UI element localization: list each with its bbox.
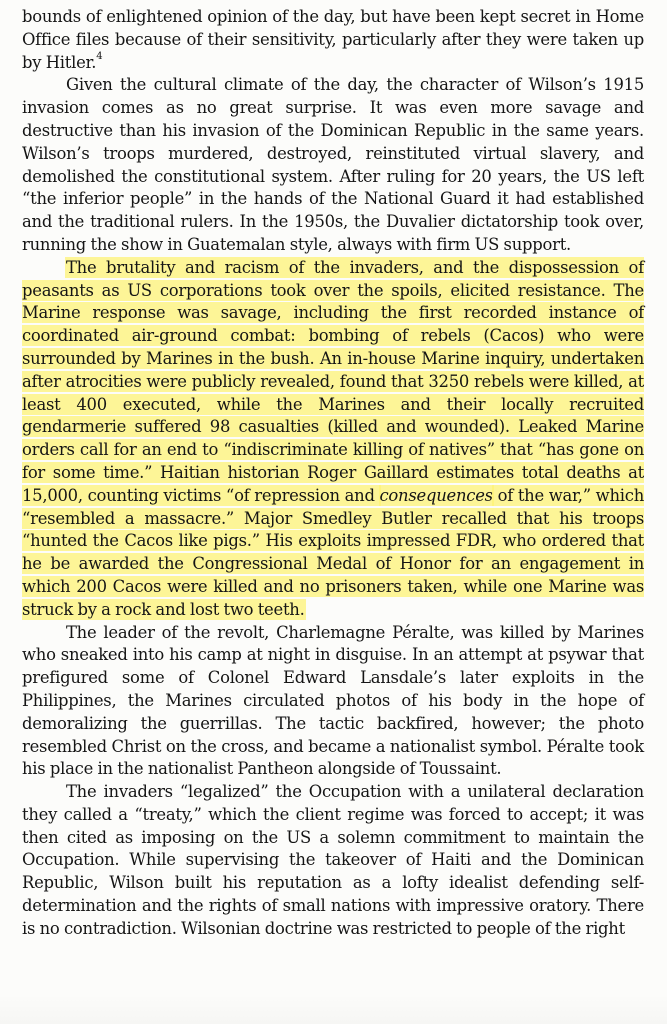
page-text-block <box>22 6 644 941</box>
highlighted-italic-text: consequences <box>379 485 493 505</box>
highlighted-text: The brutality and racism of the invaders, and the dispossession of peasants as US corporations took over the spoils, elicited resistance. The Marine response was savage, including the first recorded instance of coordinated air-ground combat: bombing of rebels (Cacos) who were surrounded by Marines in the bush. An in-house Marine inquiry, undertaken after atrocities were publicly revealed, found that 3250 rebels were killed, at least 400 executed, while the Marines and their locally recruited gendarmerie suffered 98 casualties (killed and wounded). Leaked Marine orders call for an end to “indiscriminate killing of natives” that “has gone on for some time.” Haitian historian Roger Gaillard estimates total deaths at 15,000, counting victims “of repression and <box>22 257 644 505</box>
paragraph-text: The invaders “legalized” the Occupation with a unilateral declaration they called a “treaty,” which the client regime was forced to accept; it was then cited as imposing on the US a solemn commitment to maintain the Occupation. While supervising the takeover of Haiti and the Dominican Republic, Wilson built his reputation as a lofty idealist defending self-determination and the rights of small nations with impressive oratory. There is no contradiction. Wilsonian doctrine was restricted to people of the right <box>22 782 644 938</box>
paragraph-text: bounds of enlightened opinion of the day, but have been kept secret in Home Office files because of their sensitivity, particularly after they were taken up by Hitler. <box>22 7 644 72</box>
page-bottom-shadow <box>0 994 667 1024</box>
footnote-marker: 4 <box>96 50 103 62</box>
paragraph-marine-response <box>22 257 644 622</box>
paragraph-treaty <box>22 781 644 941</box>
paragraph-text: Given the cultural climate of the day, the character of Wilson’s 1915 invasion comes as no great surprise. It was even more savage and destructive than his invasion of the Dominican Republic in the same years. Wilson’s troops murdered, destroyed, reinstituted virtual slavery, and demolished the constitutional system. After ruling for 20 years, the US left “the inferior people” in the hands of the National Guard it had established and the traditional rulers. In the 1950s, the Duvalier dictatorship took over, running the show in Guatemalan style, always with firm US support. <box>22 75 644 254</box>
paragraph-text: The leader of the revolt, Charlemagne Péralte, was killed by Marines who sneaked into his camp at night in disguise. In an attempt at psywar that prefigured some of Colonel Edward Lansdale’s later exploits in the Philippines, the Marines circulated photos of his body in the hope of demoralizing the guerrillas. The tactic backfired, however; the photo resembled Christ on the cross, and became a nationalist symbol. Péralte took his place in the nationalist Pantheon alongside of Toussaint. <box>22 622 644 779</box>
paragraph-continuation <box>22 6 644 74</box>
paragraph-wilson-invasion <box>22 74 644 256</box>
paragraph-peralte <box>22 622 644 782</box>
highlighted-text: of the war,” which “resembled a massacre.” Major Smedley Butler recalled that his troops “hunted the Cacos like pigs.” His exploits impressed FDR, who ordered that he be awarded the Congressional Medal of Honor for an engagement in which 200 Cacos were killed and no prisoners taken, while one Marine was struck by a rock and lost two teeth. <box>22 485 644 619</box>
